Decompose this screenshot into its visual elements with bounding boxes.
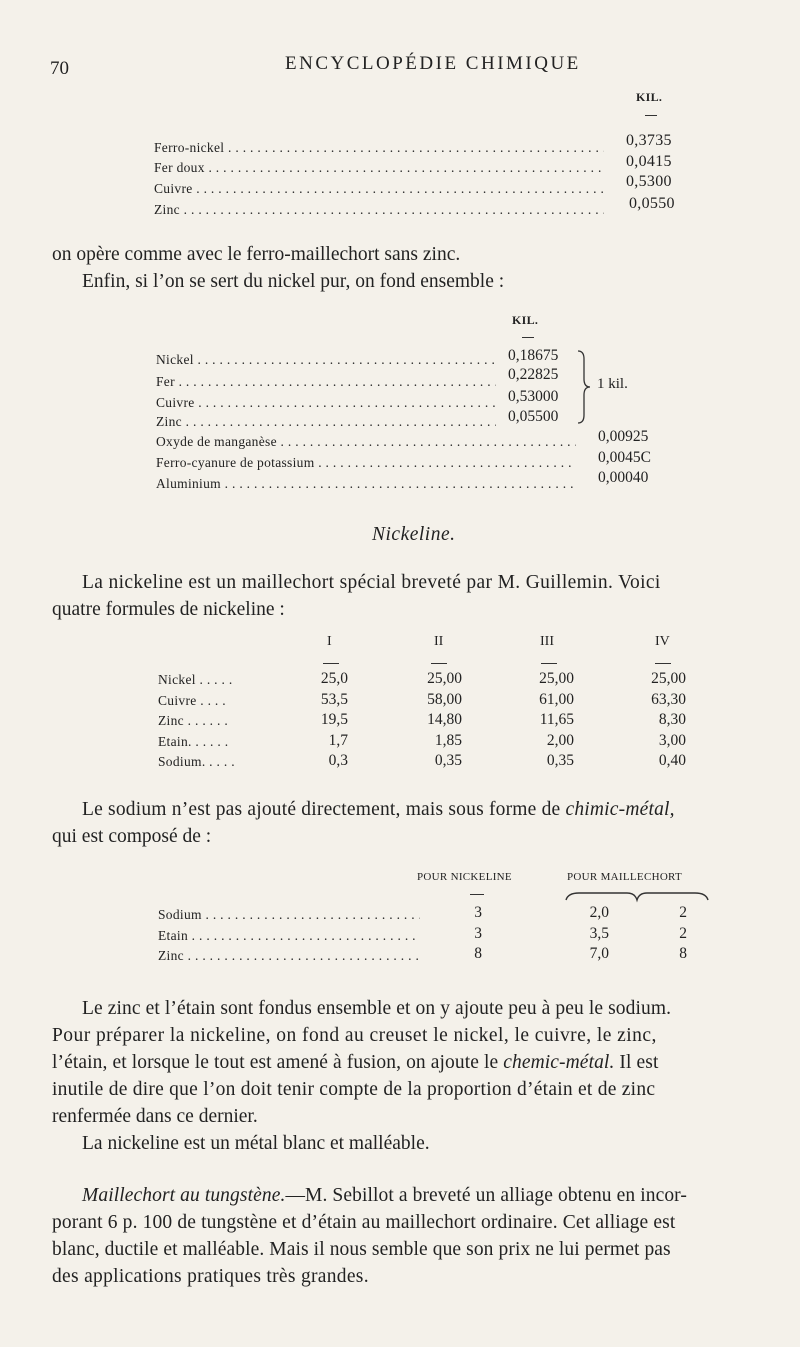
table3-cell: 1,7 (328, 732, 348, 749)
table3-col-header: III (540, 634, 554, 649)
paragraph: inutile de dire que l’on doit tenir compte de la proportion d’étain et de zinc (52, 1079, 656, 1100)
table3-cell: 19,5 (320, 711, 348, 728)
paragraph: quatre formules de nickeline : (52, 599, 285, 620)
table4-col-rule (470, 894, 484, 895)
table3-cell: 63,30 (651, 691, 686, 708)
table3-cell: 0,40 (658, 752, 686, 769)
table3-cell: 58,00 (427, 691, 462, 708)
table4-col-header: POUR NICKELINE (417, 871, 512, 883)
brace-icon (576, 349, 592, 425)
table4-row-label: Etain . . . (158, 928, 420, 944)
table2-row-label: Nickel . . . (156, 352, 496, 368)
table3-col-header: I (327, 634, 332, 649)
table4-row-label: Zinc . . . (158, 948, 420, 964)
table3-col-header: IV (655, 634, 670, 649)
table3-cell: 11,65 (539, 711, 574, 728)
table2-row-label: Fer . . . (156, 374, 496, 390)
paragraph: Le sodium n’est pas ajouté directement, mais sous forme de chimic-métal, (82, 799, 675, 820)
section-title: Nickeline. (372, 524, 456, 545)
table4-cell: 2 (679, 925, 687, 942)
table2-row-label: Aluminium . . . (156, 476, 576, 492)
paragraph: des applications pratiques très grandes. (52, 1266, 369, 1287)
table3-cell: 0,3 (328, 752, 348, 769)
table1-row-label: Zinc . . . (154, 202, 604, 218)
table2-row-value: 0,22825 (508, 366, 559, 383)
table3-cell: 14,80 (427, 711, 462, 728)
table3-col-rule (431, 663, 447, 664)
table1-row-value: 0,0550 (629, 195, 675, 212)
table3-cell: 8,30 (658, 711, 686, 728)
table4-cell: 8 (679, 945, 687, 962)
table2-unit-rule (522, 337, 534, 338)
table4-cell: 3 (474, 925, 482, 942)
table2-row-value: 0,00925 (598, 428, 649, 445)
table4-cell: 3 (474, 904, 482, 921)
table1-row-label: Ferro-nickel . . . (154, 140, 604, 156)
table3-col-header: II (434, 634, 444, 649)
table1-unit-rule (645, 115, 657, 116)
table3-cell: 0,35 (434, 752, 462, 769)
table3-row-label: Nickel . . . . . (158, 672, 233, 687)
table2-row-label: Zinc . . . (156, 414, 496, 430)
paragraph: l’étain, et lorsque le tout est amené à fusion, on ajoute le chemic-métal. Il est (52, 1052, 659, 1073)
table4-cell: 7,0 (589, 945, 609, 962)
paragraph: Enfin, si l’on se sert du nickel pur, on fond ensemble : (82, 271, 505, 292)
table3-cell: 0,35 (546, 752, 574, 769)
table3-cell: 2,00 (546, 732, 574, 749)
paragraph: La nickeline est un maillechort spécial breveté par M. Guillemin. Voici (82, 572, 661, 593)
page-number: 70 (50, 58, 69, 79)
paragraph: porant 6 p. 100 de tungstène et d’étain au maillechort ordinaire. Cet alliage est (52, 1212, 676, 1233)
table2-row-value: 0,0045C (598, 449, 651, 466)
table3-cell: 3,00 (658, 732, 686, 749)
running-title: ENCYCLOPÉDIE CHIMIQUE (285, 53, 581, 74)
table3-cell: 25,00 (651, 670, 686, 687)
table3-cell: 25,00 (427, 670, 462, 687)
table1-row-label: Cuivre . . . (154, 181, 604, 197)
table3-cell: 61,00 (539, 691, 574, 708)
table2-unit: KIL. (512, 313, 539, 327)
table1-row-value: 0,3735 (626, 132, 672, 149)
paragraph: blanc, ductile et malléable. Mais il nous semble que son prix ne lui permet pas (52, 1239, 671, 1260)
table4-cell: 2,0 (589, 904, 609, 921)
table2-row-label: Cuivre . . . (156, 395, 496, 411)
paragraph: Pour préparer la nickeline, on fond au creuset le nickel, le cuivre, le zinc, (52, 1025, 657, 1046)
paragraph: renfermée dans ce dernier. (52, 1106, 258, 1127)
table3-row-label: Zinc . . . . . . (158, 713, 229, 728)
table2-group-total: 1 kil. (597, 376, 628, 392)
table3-row-label: Etain. . . . . . (158, 734, 229, 749)
table2-row-label: Ferro-cyanure de potassium . . . (156, 455, 576, 471)
table3-col-rule (655, 663, 671, 664)
table1-row-value: 0,0415 (626, 153, 672, 170)
paragraph: on opère comme avec le ferro-maillechort sans zinc. (52, 244, 461, 265)
brace-icon (565, 889, 709, 903)
table3-row-label: Sodium. . . . . (158, 754, 235, 769)
table4-cell: 2 (679, 904, 687, 921)
table4-col-header: POUR MAILLECHORT (567, 871, 683, 883)
table4-row-label: Sodium . . . (158, 907, 420, 923)
table2-row-value: 0,05500 (508, 408, 559, 425)
table1-unit: KIL. (636, 90, 663, 104)
table1-row-label: Fer doux . . . (154, 160, 604, 176)
paragraph: Le zinc et l’étain sont fondus ensemble et on y ajoute peu à peu le sodium. (82, 998, 672, 1019)
table3-col-rule (541, 663, 557, 664)
table3-col-rule (323, 663, 339, 664)
paragraph: qui est composé de : (52, 826, 212, 847)
table4-cell: 8 (474, 945, 482, 962)
table3-row-label: Cuivre . . . . (158, 693, 226, 708)
table1-row-value: 0,5300 (626, 173, 672, 190)
table4-cell: 3,5 (589, 925, 609, 942)
table3-cell: 25,0 (320, 670, 348, 687)
table3-cell: 53,5 (320, 691, 348, 708)
paragraph: La nickeline est un métal blanc et malléable. (82, 1133, 430, 1154)
table3-cell: 25,00 (539, 670, 574, 687)
table3-cell: 1,85 (434, 732, 462, 749)
table2-row-value: 0,53000 (508, 388, 559, 405)
table2-row-value: 0,00040 (598, 469, 649, 486)
table2-row-label: Oxyde de manganèse . . . (156, 434, 576, 450)
table2-row-value: 0,18675 (508, 347, 559, 364)
paragraph: Maillechort au tungstène.—M. Sebillot a breveté un alliage obtenu en incor- (82, 1185, 687, 1206)
